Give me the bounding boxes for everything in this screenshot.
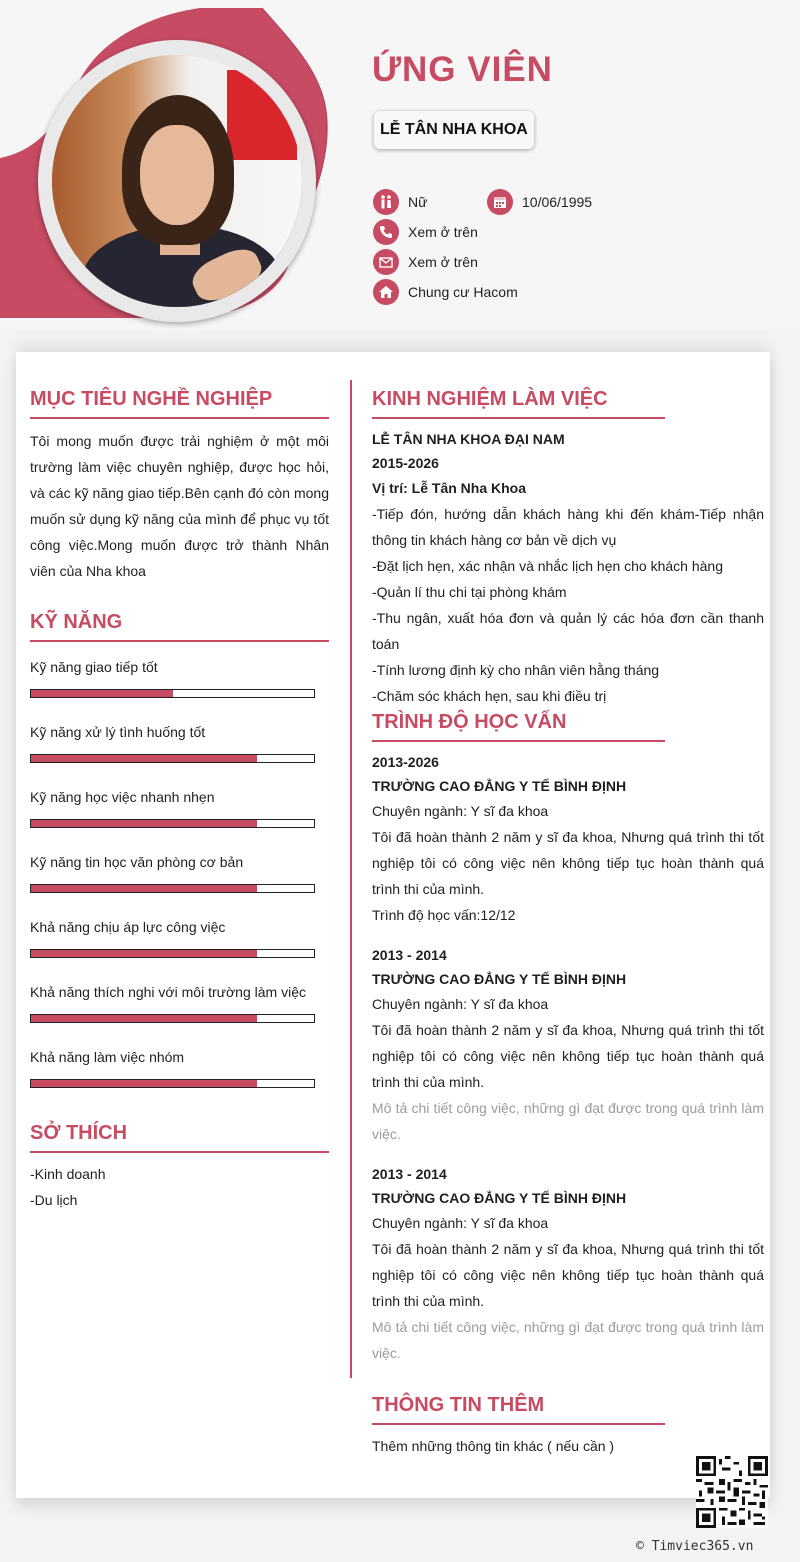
gender-row bbox=[373, 189, 427, 215]
email-row bbox=[373, 249, 478, 275]
hobby-item: -Du lịch bbox=[30, 1192, 78, 1208]
phone-icon bbox=[373, 219, 399, 245]
experience-duty: -Chăm sóc khách hẹn, sau khi điều trị bbox=[372, 688, 607, 704]
education-desc: Tôi đã hoàn thành 2 năm y sĩ đa khoa, Nhưng quá trình thi tốt nghiệp tôi có công việc nên không tiếp tục hoàn thành quá trình thi của mình. bbox=[372, 1241, 764, 1309]
skill-level-bar bbox=[30, 819, 315, 828]
education-period: 2013 - 2014 bbox=[372, 1166, 447, 1182]
skill-name: Khả năng làm việc nhóm bbox=[30, 1049, 185, 1065]
skill-level-bar bbox=[30, 1079, 315, 1088]
column-divider bbox=[350, 380, 352, 1378]
experience-title: KINH NGHIỆM LÀM VIỆC bbox=[372, 388, 665, 419]
skill-level-fill bbox=[31, 950, 257, 957]
education-period: 2013 - 2014 bbox=[372, 947, 447, 963]
additional-text: Thêm những thông tin khác ( nếu cần ) bbox=[372, 1438, 615, 1454]
objective-text: Tôi mong muốn được trải nghiệm ở một môi trường làm việc chuyên nghiệp, được học hỏi, và các kỹ năng giao tiếp.Bên cạnh đó còn mong muốn sử dụng kỹ năng của mình để phục vụ tốt công việc.Mong muốn được trở thành Nhân viên của Nha khoa bbox=[30, 433, 329, 579]
skill-name: Khả năng thích nghi với môi trường làm việc bbox=[30, 984, 306, 1000]
address-value: Chung cư Hacom bbox=[408, 284, 518, 300]
birthdate-value: 10/06/1995 bbox=[522, 194, 593, 210]
footer-watermark: © Timviec365.vn bbox=[636, 1539, 754, 1554]
address-row bbox=[373, 279, 518, 305]
education-extra: Trình độ học vấn:12/12 bbox=[372, 907, 516, 923]
experience-duty: -Đặt lịch hẹn, xác nhận và nhắc lịch hẹn cho khách hàng bbox=[372, 558, 724, 574]
experience-company: LỄ TÂN NHA KHOA ĐẠI NAM bbox=[372, 431, 565, 447]
education-major: Chuyên ngành: Y sĩ đa khoa bbox=[372, 996, 549, 1012]
education-major: Chuyên ngành: Y sĩ đa khoa bbox=[372, 803, 549, 819]
hobby-item: -Kinh doanh bbox=[30, 1166, 106, 1182]
education-period: 2013-2026 bbox=[372, 754, 439, 770]
education-extra: Mô tả chi tiết công việc, những gì đạt được trong quá trình làm việc. bbox=[372, 1319, 764, 1361]
skill-level-bar bbox=[30, 949, 315, 958]
experience-block bbox=[372, 427, 764, 709]
education-entry bbox=[372, 1162, 764, 1366]
skill-level-fill bbox=[31, 690, 173, 697]
skill-name: Kỹ năng xử lý tình huống tốt bbox=[30, 724, 206, 740]
skill-name: Khả năng chịu áp lực công việc bbox=[30, 919, 226, 935]
experience-role: Vị trí: Lễ Tân Nha Khoa bbox=[372, 480, 527, 496]
education-title: TRÌNH ĐỘ HỌC VẤN bbox=[372, 711, 665, 742]
skill-level-bar bbox=[30, 689, 315, 698]
calendar-icon bbox=[487, 189, 513, 215]
skill-level-fill bbox=[31, 1080, 257, 1087]
candidate-name: ỨNG VIÊN bbox=[372, 50, 553, 89]
skill-name: Kỹ năng giao tiếp tốt bbox=[30, 659, 158, 675]
skills-title: KỸ NĂNG bbox=[30, 611, 329, 642]
education-extra: Mô tả chi tiết công việc, những gì đạt được trong quá trình làm việc. bbox=[372, 1100, 764, 1142]
experience-duty: -Thu ngân, xuất hóa đơn và quản lý các hóa đơn cần thanh toán bbox=[372, 610, 764, 652]
education-entry bbox=[372, 943, 764, 1147]
skill-level-fill bbox=[31, 885, 257, 892]
objective-title: MỤC TIÊU NGHỀ NGHIỆP bbox=[30, 388, 329, 419]
education-entry bbox=[372, 750, 764, 928]
education-school: TRƯỜNG CAO ĐẲNG Y TẾ BÌNH ĐỊNH bbox=[372, 1190, 627, 1206]
hobbies-title: SỞ THÍCH bbox=[30, 1122, 329, 1153]
education-desc: Tôi đã hoàn thành 2 năm y sĩ đa khoa, Nhưng quá trình thi tốt nghiệp tôi có công việc nên không tiếp tục hoàn thành quá trình thi của mình. bbox=[372, 1022, 764, 1090]
home-icon bbox=[373, 279, 399, 305]
experience-duty: -Quản lí thu chi tại phòng khám bbox=[372, 584, 567, 600]
additional-title: THÔNG TIN THÊM bbox=[372, 1394, 665, 1425]
experience-duty: -Tiếp đón, hướng dẫn khách hàng khi đến khám-Tiếp nhận thông tin khách hàng cơ bản về dịch vụ bbox=[372, 506, 764, 548]
skill-level-bar bbox=[30, 754, 315, 763]
phone-value: Xem ở trên bbox=[408, 224, 478, 240]
experience-period: 2015-2026 bbox=[372, 455, 439, 471]
hobbies-list bbox=[30, 1161, 329, 1213]
phone-row bbox=[373, 219, 478, 245]
education-major: Chuyên ngành: Y sĩ đa khoa bbox=[372, 1215, 549, 1231]
email-icon bbox=[373, 249, 399, 275]
qr-code bbox=[696, 1456, 768, 1528]
education-school: TRƯỜNG CAO ĐẲNG Y TẾ BÌNH ĐỊNH bbox=[372, 778, 627, 794]
skill-level-fill bbox=[31, 820, 257, 827]
birthdate-row bbox=[487, 189, 592, 215]
gender-value: Nữ bbox=[408, 194, 428, 210]
skill-level-bar bbox=[30, 1014, 315, 1023]
email-value: Xem ở trên bbox=[408, 254, 478, 270]
gender-icon bbox=[373, 189, 399, 215]
position-badge: LỄ TÂN NHA KHOA bbox=[374, 111, 534, 149]
experience-duty: -Tính lương định kỳ cho nhân viên hằng tháng bbox=[372, 662, 660, 678]
education-desc: Tôi đã hoàn thành 2 năm y sĩ đa khoa, Nhưng quá trình thi tốt nghiệp tôi có công việc nên không tiếp tục hoàn thành quá trình thi của mình. bbox=[372, 829, 764, 897]
skill-level-fill bbox=[31, 1015, 257, 1022]
education-school: TRƯỜNG CAO ĐẲNG Y TẾ BÌNH ĐỊNH bbox=[372, 971, 627, 987]
skill-level-fill bbox=[31, 755, 257, 762]
skill-level-bar bbox=[30, 884, 315, 893]
avatar bbox=[52, 55, 302, 307]
skill-name: Kỹ năng học việc nhanh nhẹn bbox=[30, 789, 215, 805]
skill-name: Kỹ năng tin học văn phòng cơ bản bbox=[30, 854, 244, 870]
